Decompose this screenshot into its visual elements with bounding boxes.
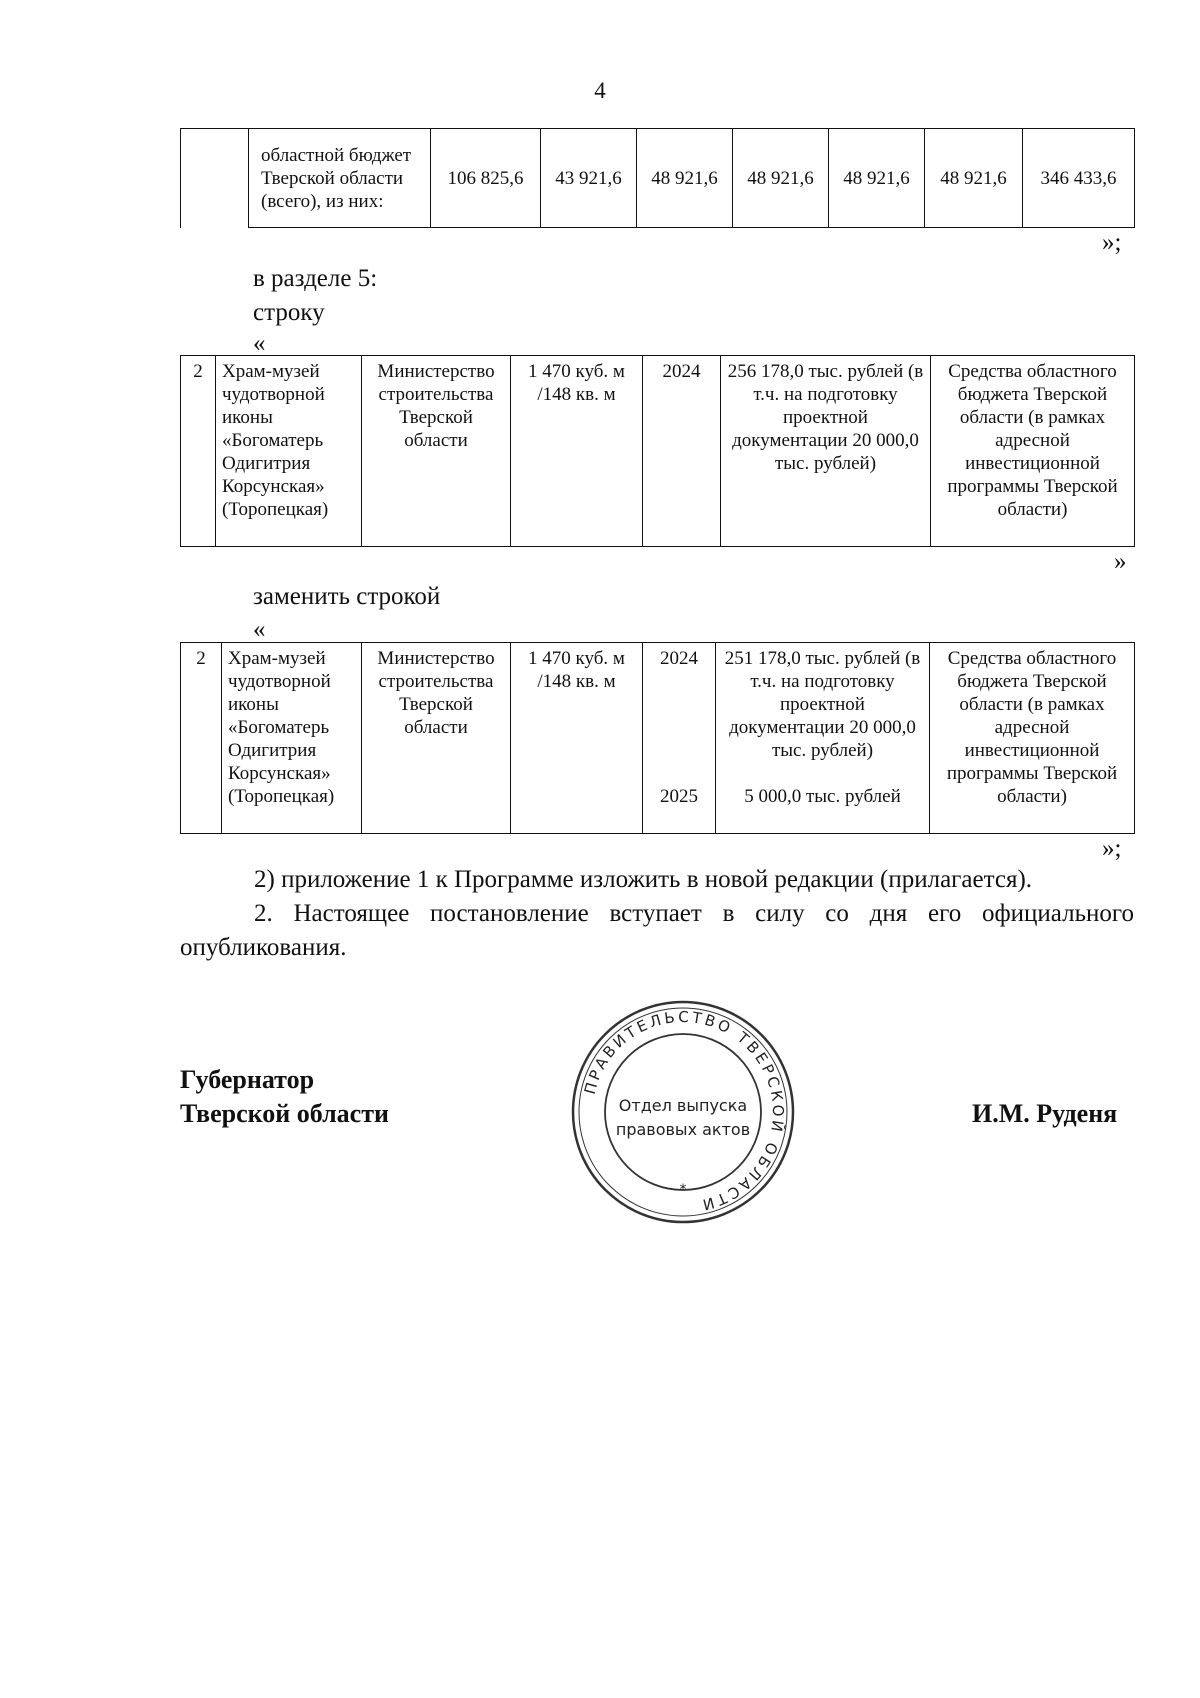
official-stamp [569,998,797,1226]
paragraph: 2) приложение 1 к Программе изложить в новой редакции (прилагается). [254,866,1033,893]
capacity: 1 470 куб. м /148 кв. м [511,643,643,834]
old-object-table [180,355,1135,547]
stamp-star: * [679,1182,687,1198]
empty-cell [181,129,249,228]
row-label: строку [253,299,325,326]
section-heading: в разделе 5: [253,265,378,292]
budget-value: 48 921,6 [829,129,925,228]
closing-quote: »; [1102,835,1122,862]
customer-name: Министерство строительства Тверской области [362,643,511,834]
object-name: Храм-музей чудотворной иконы «Богоматерь Одигитрия Корсунская» (Торопецкая) [222,643,362,834]
budget-value: 48 921,6 [925,129,1023,228]
stamp-line: правовых актов [615,1120,751,1139]
year: 2025 [660,786,698,807]
closing-quote: »; [1102,229,1122,256]
budget-value: 48 921,6 [637,129,733,228]
cost-cell [716,643,930,834]
table-row [181,356,1135,547]
cost: 256 178,0 тыс. рублей (в т.ч. на подготовку проектной документации 20 000,0 тыс. рублей) [721,356,931,547]
year: 2024 [643,356,721,547]
budget-value: 43 921,6 [541,129,637,228]
opening-quote: « [253,616,266,643]
closing-quote: » [1114,548,1127,575]
body-text [180,863,1134,965]
budget-total: 346 433,6 [1023,129,1135,228]
customer-name: Министерство строительства Тверской области [362,356,511,547]
capacity: 1 470 куб. м /148 кв. м [511,356,643,547]
funding-source: Средства областного бюджета Тверской области (в рамках адресной инвестиционной программы Тверской области) [930,643,1135,834]
signer-title-line: Тверской области [180,1099,389,1128]
object-name: Храм-музей чудотворной иконы «Богоматерь Одигитрия Корсунская» (Торопецкая) [216,356,362,547]
budget-label: областной бюджет Тверской области (всего), из них: [249,129,431,228]
budget-table [180,128,1135,228]
opening-quote: « [253,330,266,357]
stamp-line: Отдел выпуска [618,1096,748,1115]
new-object-table [180,642,1135,834]
signer-title [180,1063,389,1131]
funding-source: Средства областного бюджета Тверской области (в рамках адресной инвестиционной программы Тверской области) [931,356,1135,547]
row-number: 2 [181,643,222,834]
signer-title-line: Губернатор [180,1065,315,1094]
cost: 251 178,0 тыс. рублей (в т.ч. на подготовку проектной документации 20 000,0 тыс. рублей) [724,648,921,761]
budget-value: 48 921,6 [733,129,829,228]
signer-name: И.М. Руденя [972,1099,1118,1128]
table-row [181,129,1135,228]
budget-value: 106 825,6 [431,129,541,228]
year-cell [643,643,716,834]
paragraph: 2. Настоящее постановление вступает в силу со дня его официального опубликования. [180,900,1134,961]
row-number: 2 [181,356,216,547]
table-row [181,643,1135,834]
stamp-ring-text: ПРАВИТЕЛЬСТВО ТВЕРСКОЙ ОБЛАСТИ [580,1007,788,1215]
year: 2024 [660,648,698,669]
cost: 5 000,0 тыс. рублей [744,786,901,807]
replace-label: заменить строкой [253,583,441,610]
page-number: 4 [594,78,606,103]
